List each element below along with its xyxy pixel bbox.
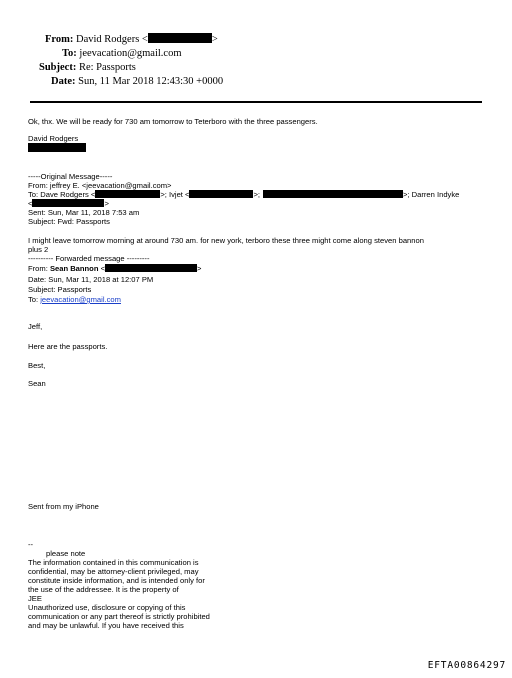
redaction-bar xyxy=(263,190,403,198)
subject-label: Subject: xyxy=(39,62,77,73)
from-close: > xyxy=(211,34,218,45)
header-subject xyxy=(39,61,136,74)
to-value: jeevacation@gmail.com xyxy=(79,48,182,59)
original-subject: Subject: Fwd: Passports xyxy=(28,217,110,226)
date-label: Date: xyxy=(51,76,76,87)
original-to-mid2: >; xyxy=(253,190,261,199)
forwarded-from xyxy=(28,264,201,273)
sent-from-iphone: Sent from my iPhone xyxy=(28,502,99,511)
original-to xyxy=(28,190,459,199)
forwarded-to-link[interactable]: jeevacation@gmail.com xyxy=(40,295,121,304)
disclaimer-line-7: communication or any part thereof is strictly prohibited xyxy=(28,612,210,621)
original-body-line2: plus 2 xyxy=(28,245,49,254)
forwarded-body: Here are the passports. xyxy=(28,342,108,351)
original-sent: Sent: Sun, Mar 11, 2018 7:53 am xyxy=(28,208,140,217)
forwarded-closing: Best, xyxy=(28,361,46,370)
footer-dashes: -- xyxy=(28,540,34,549)
header-date xyxy=(51,75,223,88)
original-separator: -----Original Message----- xyxy=(28,172,113,181)
from-label: From: xyxy=(45,34,74,45)
redaction-bar xyxy=(105,264,197,272)
original-to-cont-close: > xyxy=(104,199,109,208)
redaction-bar xyxy=(32,199,104,207)
forwarded-from-open: < xyxy=(98,264,106,273)
please-note: please note xyxy=(46,549,86,558)
disclaimer-line-3: constitute inside information, and is intended only for xyxy=(28,576,205,585)
original-from: From: jeffrey E. <jeevacation@gmail.com> xyxy=(28,181,172,190)
original-to-prefix: To: Dave Rodgers < xyxy=(28,190,96,199)
original-to-mid1: >; Ivjet < xyxy=(160,190,190,199)
original-body-line1: I might leave tomorrow morning at around 730 am. for new york, terboro these three might come along steven bannon xyxy=(28,236,424,245)
to-label: To: xyxy=(62,48,77,59)
signature-redaction xyxy=(28,143,86,153)
disclaimer-line-1: The information contained in this communication is xyxy=(28,558,199,567)
forwarded-from-label: From: xyxy=(28,264,50,273)
forwarded-date: Date: Sun, Mar 11, 2018 at 12:07 PM xyxy=(28,275,154,284)
forwarded-from-name: Sean Bannon xyxy=(49,264,99,273)
forwarded-to xyxy=(28,295,121,304)
forwarded-from-close: > xyxy=(197,264,202,273)
disclaimer-line-8: and may be unlawful. If you have received this xyxy=(28,621,184,630)
header-to xyxy=(62,47,182,60)
forwarded-name: Sean xyxy=(28,379,46,388)
original-to-mid3: >; Darren Indyke xyxy=(403,190,460,199)
from-name: David Rodgers < xyxy=(76,34,148,45)
disclaimer-line-2: confidential, may be attorney-client privileged, may xyxy=(28,567,199,576)
redaction-bar xyxy=(189,190,253,198)
document-id: EFTA00864297 xyxy=(427,660,506,671)
forwarded-to-label: To: xyxy=(28,295,41,304)
reply-body: Ok, thx. We will be ready for 730 am tomorrow to Teterboro with the three passengers. xyxy=(28,117,318,126)
disclaimer-line-6: Unauthorized use, disclosure or copying of this xyxy=(28,603,186,612)
reply-signature: David Rodgers xyxy=(28,134,79,143)
original-to-cont-open: < xyxy=(28,199,33,208)
disclaimer-line-5: JEE xyxy=(28,594,42,603)
redaction-bar xyxy=(148,33,212,43)
header-divider xyxy=(30,101,482,103)
forwarded-separator: ---------- Forwarded message --------- xyxy=(28,254,150,263)
forwarded-greeting: Jeff, xyxy=(28,322,43,331)
redaction-bar xyxy=(28,143,86,152)
date-value: Sun, 11 Mar 2018 12:43:30 +0000 xyxy=(78,76,224,87)
header-from xyxy=(45,33,218,46)
forwarded-subject: Subject: Passports xyxy=(28,285,92,294)
original-to-continued xyxy=(28,199,109,208)
redaction-bar xyxy=(95,190,160,198)
subject-value: Re: Passports xyxy=(78,62,136,73)
disclaimer-line-4: the use of the addressee. It is the property of xyxy=(28,585,179,594)
